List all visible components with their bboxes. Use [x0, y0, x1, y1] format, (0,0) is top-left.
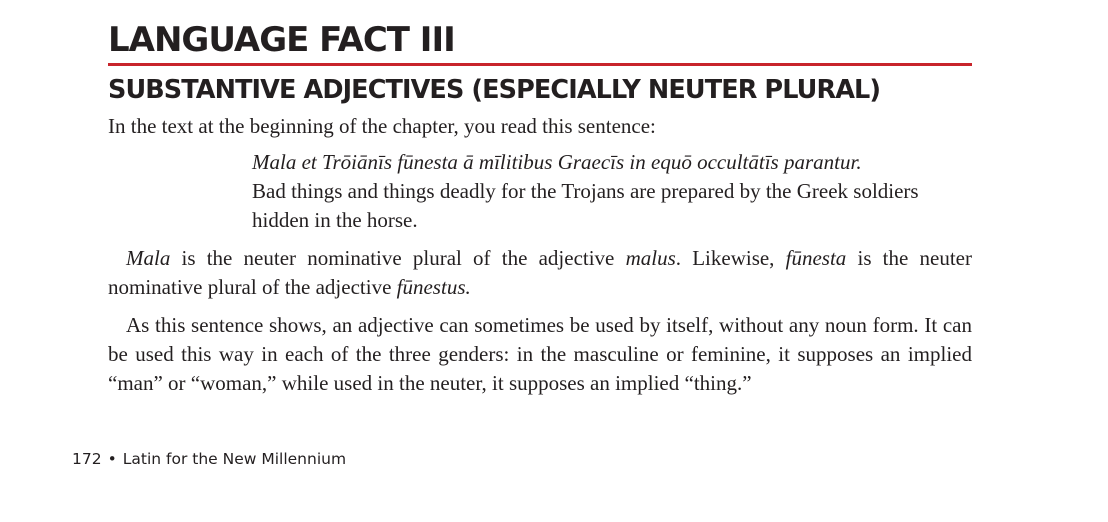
paragraph-text: is the neuter nominative plural of the adjective: [170, 246, 626, 270]
paragraph-text: is the neuter nominative plural of the adjective: [108, 246, 972, 299]
english-translation: Bad things and things deadly for the Trojans are prepared by the Greek soldiers hidden in the horse.: [252, 179, 919, 232]
intro-text: In the text at the beginning of the chapter, you read this sentence:: [108, 114, 656, 138]
example-block: [252, 148, 972, 235]
latin-word: Mala: [126, 246, 171, 270]
section-subtitle: SUBSTANTIVE ADJECTIVES (ESPECIALLY NEUTER PLURAL): [108, 75, 881, 105]
title-rule: [108, 63, 972, 66]
book-title: Latin for the New Millennium: [122, 450, 347, 468]
latin-word: fūnesta: [785, 246, 847, 270]
page-footer: [72, 448, 346, 470]
paragraph-substantive-use: As this sentence shows, an adjective can sometimes be used by itself, without any noun form. It can be used this way in each of the three genders: in the masculine or feminine, it supposes an implied “man” or “woman,” while used in the neuter, it supposes an implied “thing.”: [108, 313, 972, 395]
paragraph-neuter-plural: [108, 244, 972, 302]
latin-word: malus: [625, 246, 676, 270]
latin-word: fūnestus.: [396, 275, 471, 299]
bullet-separator: •: [107, 450, 117, 468]
page-number: 172: [72, 450, 102, 468]
section-title: LANGUAGE FACT III: [108, 20, 455, 60]
latin-sentence: Mala et Trōiānīs fūnesta ā mīlitibus Graecīs in equō occultātīs parantur.: [252, 150, 862, 174]
paragraph-text: . Likewise,: [675, 246, 786, 270]
